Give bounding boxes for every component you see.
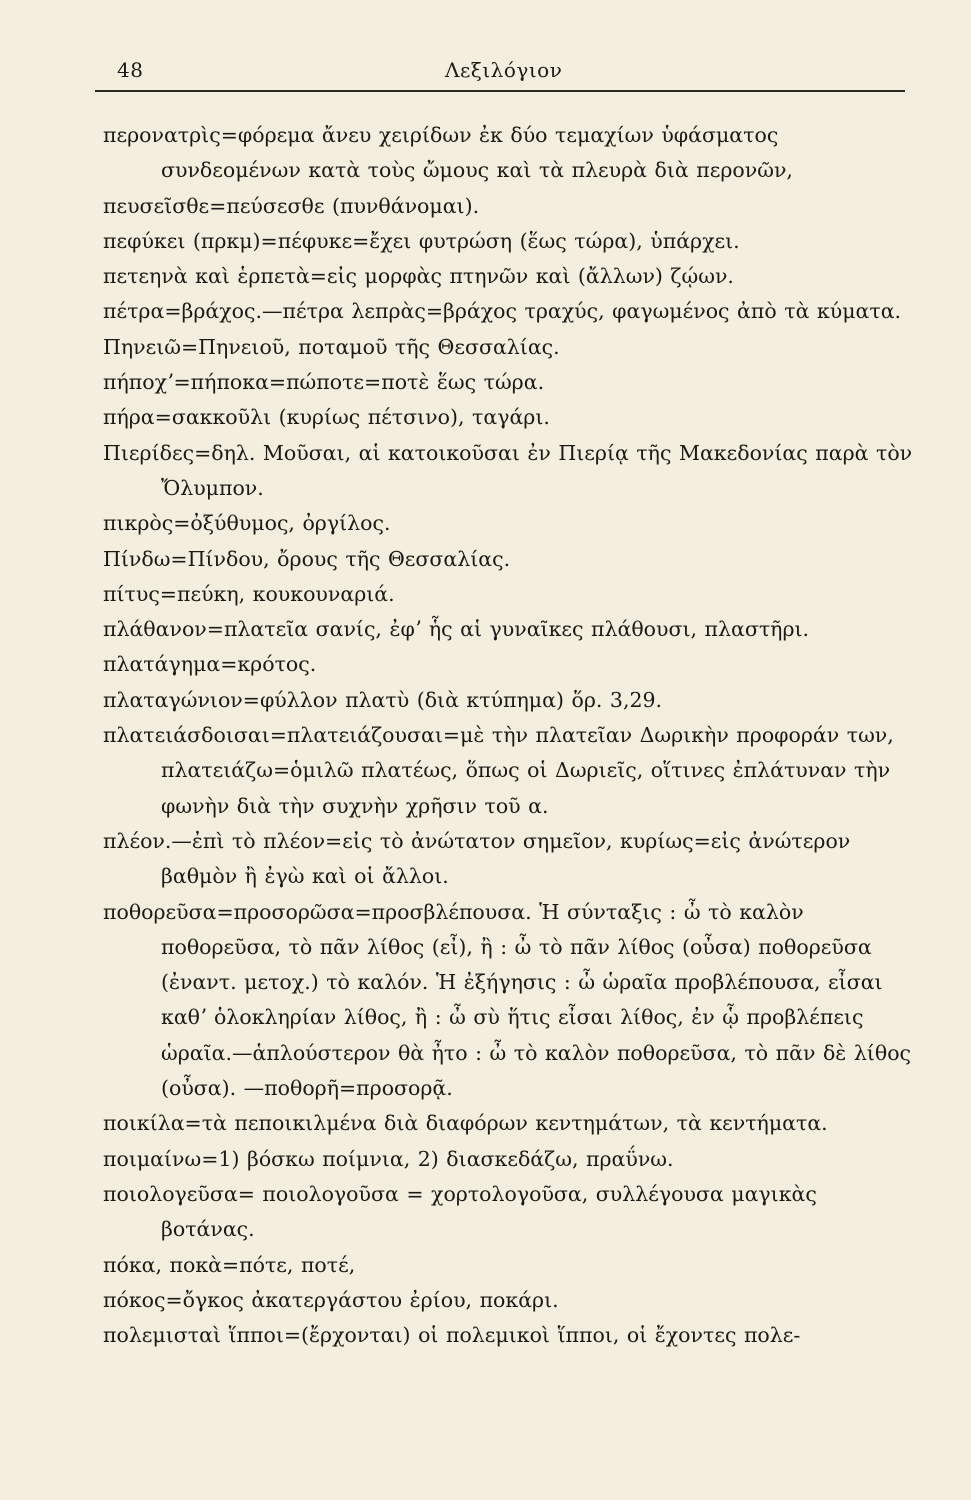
glossary-entry: πλατάγημα=κρότος. [103, 652, 317, 677]
glossary-entry: πλατειάσδοισαι=πλατειάζουσαι=μὲ τὴν πλατεῖαν Δωρικὴν προφοράν των, πλατειάζω=ὁμιλῶ πλατέως, ὅπως οἱ Δωριεῖς, οἵτινες ἐπλάτυναν τὴν φωνὴν διὰ τὴν συχνὴν χρῆσιν τοῦ α. [103, 723, 894, 818]
glossary-entry: πόκα, ποκὰ=πότε, ποτέ, [103, 1252, 356, 1277]
glossary-entry: πέτρα=βράχος.—πέτρα λεπρὰς=βράχος τραχύς, φαγωμένος ἀπὸ τὰ κύματα. [103, 299, 902, 324]
glossary-entry: πήρα=σακκοῦλι (κυρίως πέτσινο), ταγάρι. [103, 405, 550, 430]
glossary-entry: Πιερίδες=δηλ. Μοῦσαι, αἱ κατοικοῦσαι ἐν Πιερίᾳ τῆς Μακεδονίας παρὰ τὸν Ὄλυμπον. [103, 440, 913, 500]
glossary-entry: πλαταγώνιον=φύλλον πλατὺ (διὰ κτύπημα) ὅρ. 3,29. [103, 687, 663, 712]
glossary-entry: Πηνειῶ=Πηνειοῦ, ποταμοῦ τῆς Θεσσαλίας. [103, 334, 560, 359]
glossary-entry: πεφύκει (πρκμ)=πέφυκε=ἔχει φυτρώση (ἕως τώρα), ὑπάρχει. [103, 228, 740, 253]
glossary-entry: πευσεῖσθε=πεύσεσθε (πυνθάνομαι). [103, 193, 480, 218]
glossary-entry: ποιολογεῦσα= ποιολογοῦσα = χορτολογοῦσα, συλλέγουσα μαγικὰς βοτάνας. [103, 1181, 817, 1242]
glossary-entry: πλέον.—ἐπὶ τὸ πλέον=εἰς τὸ ἀνώτατον σημεῖον, κυρίως=εἰς ἀνώτερον βαθμὸν ἢ ἐγὼ καὶ οἱ ἄλλοι. [103, 828, 851, 889]
glossary-entry: πολεμισταὶ ἵπποι=(ἔρχονται) οἱ πολεμικοὶ ἵπποι, οἱ ἔχοντες πολε- [103, 1323, 801, 1348]
glossary-entry: πλάθανον=πλατεῖα σανίς, ἐφʼ ἧς αἱ γυναῖκες πλάθουσι, πλαστῆρι. [103, 617, 810, 642]
running-head: Λεξιλόγιον [445, 58, 563, 82]
page-header [95, 50, 905, 92]
glossary-entry: πήποχʼ=πήποκα=πώποτε=ποτὲ ἕως τώρα. [103, 370, 545, 395]
glossary-entry: πετεηνὰ καὶ ἑρπετὰ=εἰς μορφὰς πτηνῶν καὶ (ἄλλων) ζῴων. [103, 264, 734, 289]
glossary-entry: ποιμαίνω=1) βόσκω ποίμνια, 2) διασκεδάζω, πραΰνω. [103, 1146, 674, 1171]
glossary-entry: πίτυς=πεύκη, κουκουναριά. [103, 581, 395, 606]
glossary-entry: πικρὸς=ὀξύθυμος, ὀργίλος. [103, 511, 391, 536]
glossary-entry: ποικίλα=τὰ πεποικιλμένα διὰ διαφόρων κεντημάτων, τὰ κεντήματα. [103, 1111, 828, 1136]
glossary-entry: Πίνδω=Πίνδου, ὄρους τῆς Θεσσαλίας. [103, 546, 511, 571]
glossary-entry: περονατρὶς=φόρεμα ἄνευ χειρίδων ἐκ δύο τεμαχίων ὑφάσματος συνδεομένων κατὰ τοὺς ὤμους καὶ τὰ πλευρὰ διὰ περονῶν, [103, 123, 793, 183]
page-number: 48 [117, 58, 144, 82]
glossary-entries [103, 118, 918, 1353]
glossary-entry: ποθορεῦσα=προσορῶσα=προσβλέπουσα. Ἡ σύνταξις : ὦ τὸ καλὸν ποθορεῦσα, τὸ πᾶν λίθος (εἶ), ἢ : ὦ τὸ πᾶν λίθος (οὖσα) ποθορεῦσα (ἐναντ. μετοχ.) τὸ καλόν. Ἡ ἐξήγησις : ὦ ὡραῖα προβλέπουσα, εἶσαι καθʼ ὁλοκληρίαν λίθος, ἢ : ὦ σὺ ἥτις εἶσαι λίθος, ἐν ᾧ προβλέπεις ὡραῖα.—ἁπλούστερον θὰ ἦτο : ὦ τὸ καλὸν ποθορεῦσα, τὸ πᾶν δὲ λίθος (οὖσα). —ποθορῆ=προσορᾷ. [103, 899, 912, 1101]
glossary-entry: πόκος=ὄγκος ἀκατεργάστου ἐρίου, ποκάρι. [103, 1287, 559, 1312]
